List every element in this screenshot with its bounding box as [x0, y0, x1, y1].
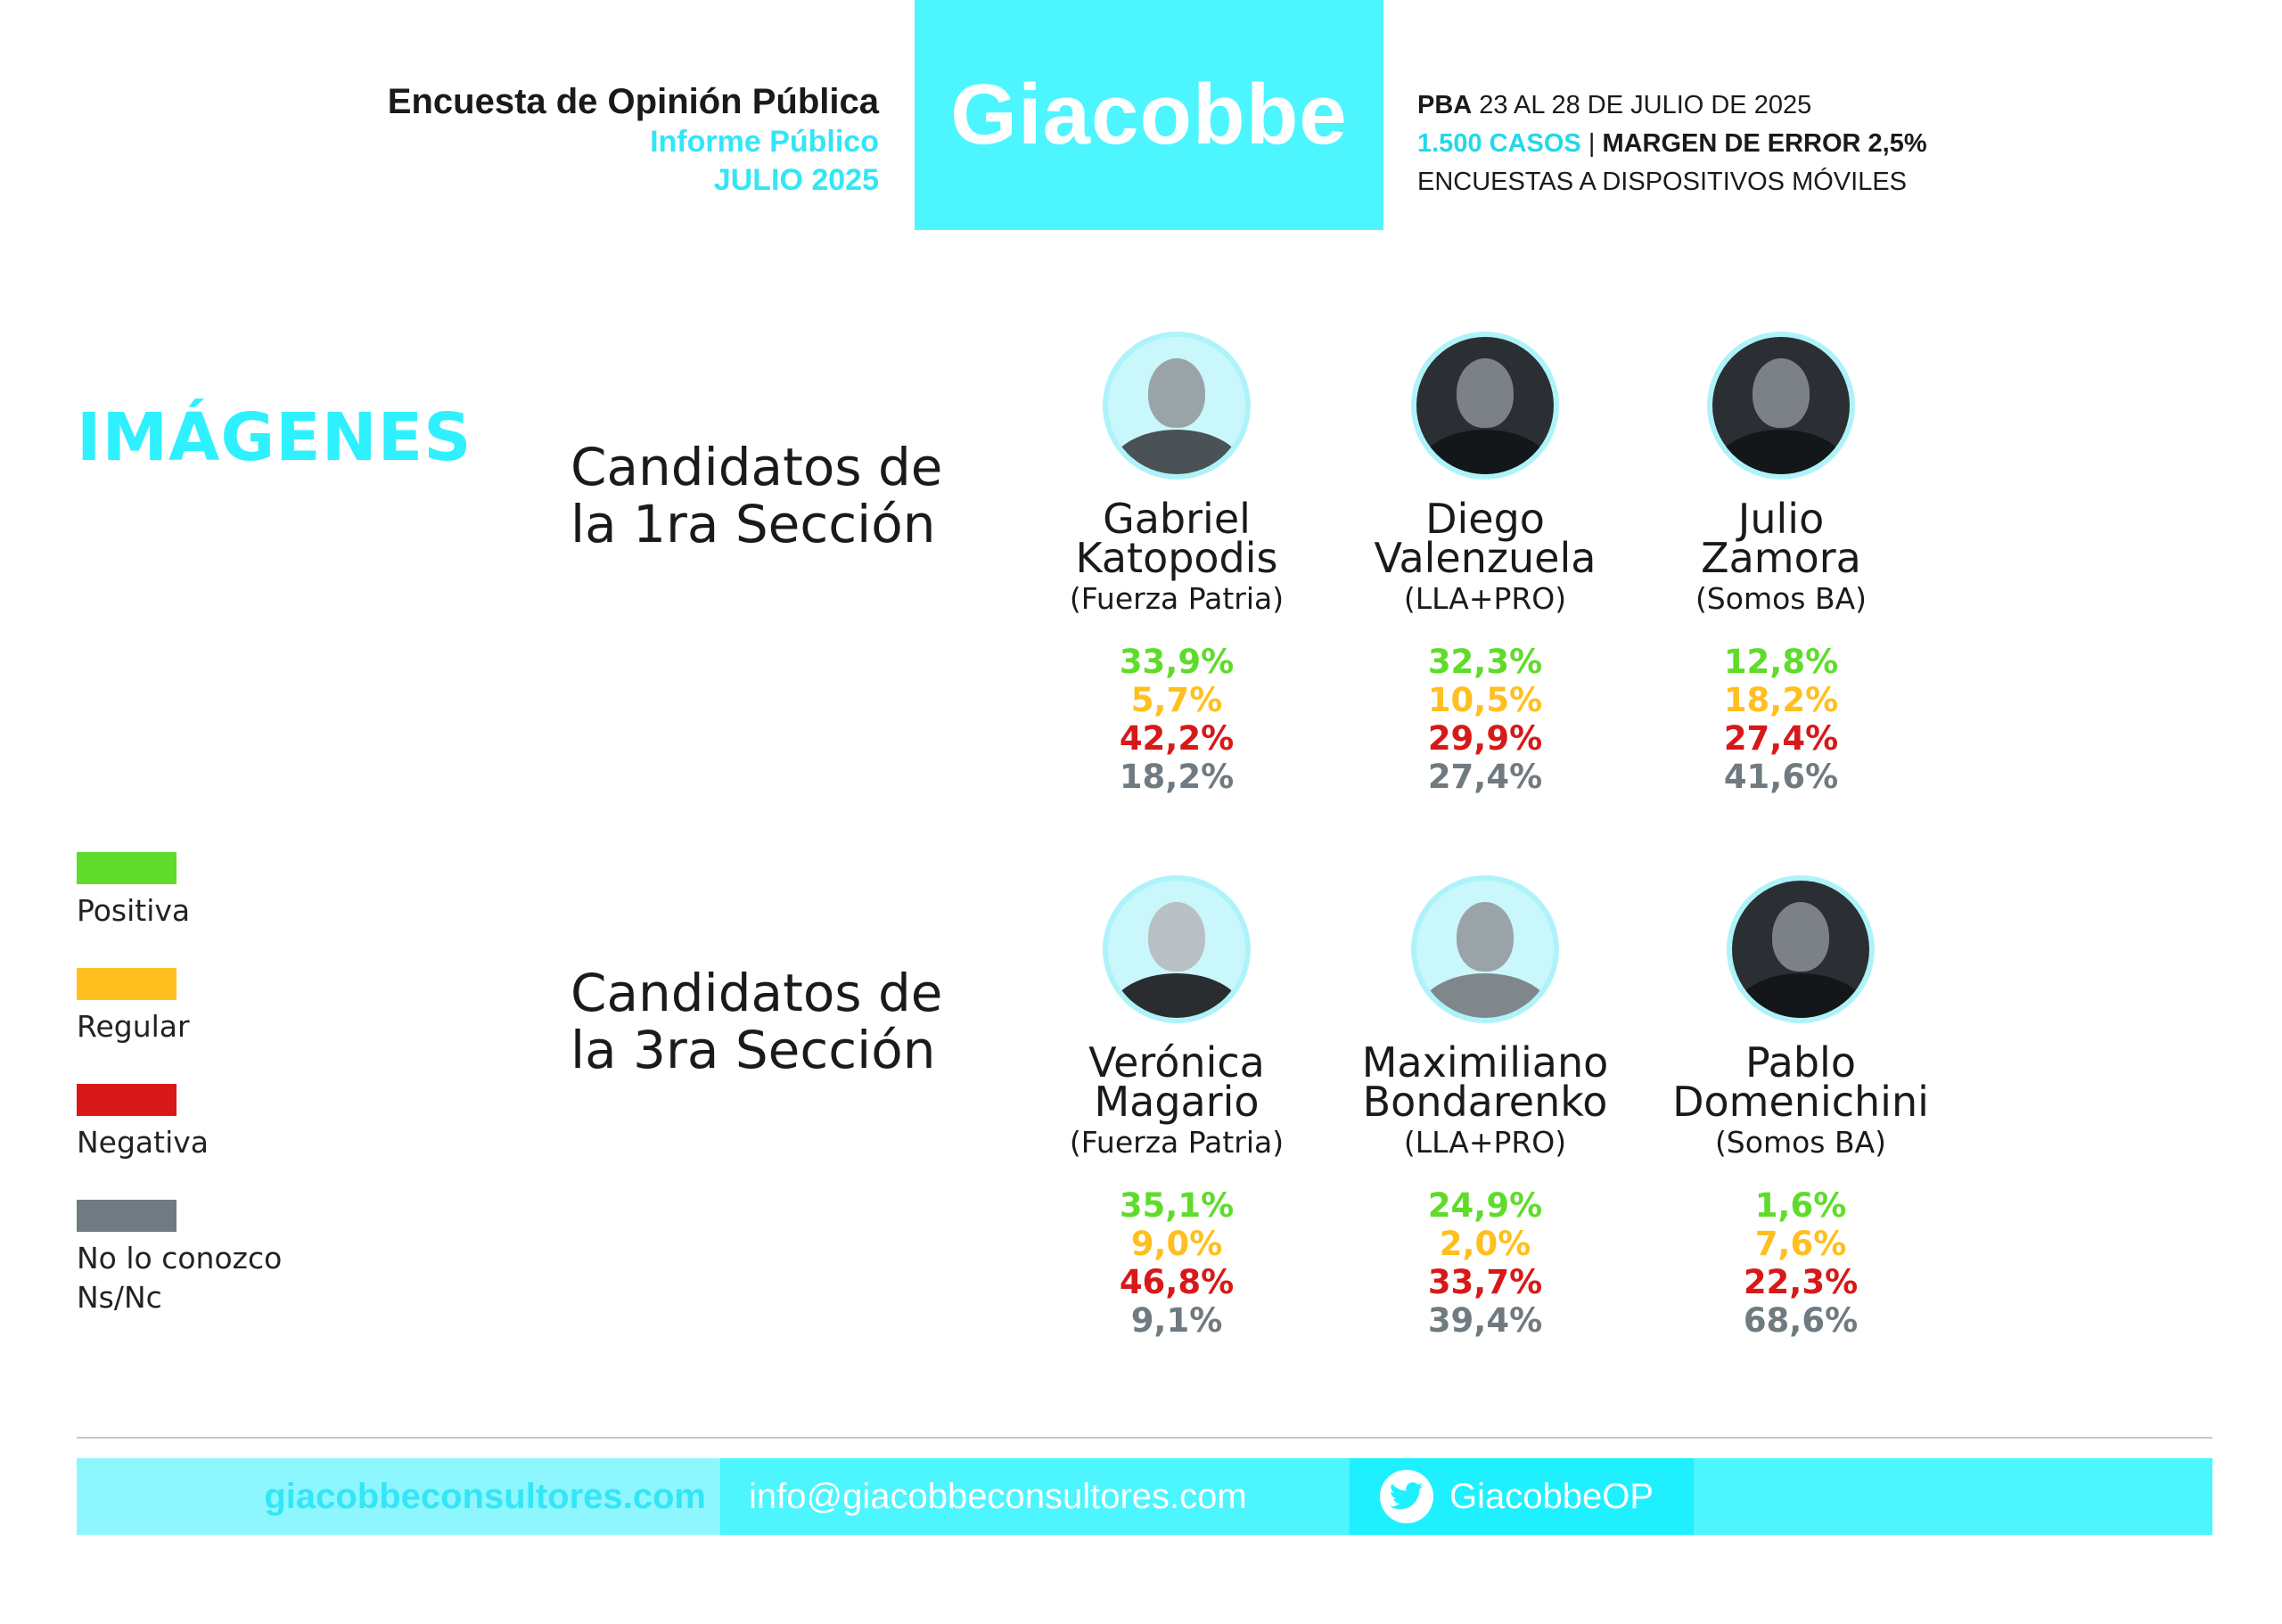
legend-label-positiva: Positiva: [77, 893, 191, 928]
survey-sample: [1417, 129, 1927, 159]
value-positiva: 24,9%: [1427, 1186, 1543, 1225]
legend-swatch-negativa: [77, 1084, 176, 1116]
footer-divider: [77, 1437, 2212, 1439]
section-heading: IMÁGENES: [77, 399, 472, 476]
candidate-party: (Somos BA): [1714, 1125, 1887, 1160]
brand-logo: [915, 0, 1383, 230]
candidate-photo: [1707, 332, 1855, 480]
value-regular: 5,7%: [1130, 681, 1223, 719]
candidate-last-name: Domenichini: [1672, 1078, 1929, 1126]
separator: |: [1588, 129, 1596, 158]
candidate-first-name: Diego: [1425, 495, 1545, 543]
candidate-first-name: Gabriel: [1103, 495, 1251, 543]
value-regular: 10,5%: [1427, 681, 1543, 719]
candidate-party: (Somos BA): [1695, 581, 1867, 616]
legend-swatch-positiva: [77, 852, 176, 884]
candidate-values: [1613, 1186, 1988, 1340]
website-text: giacobbeconsultores.com: [264, 1476, 706, 1516]
candidate-party: (Fuerza Patria): [1069, 581, 1285, 616]
candidate-party: (Fuerza Patria): [1069, 1125, 1285, 1160]
email-text: info@giacobbeconsultores.com: [749, 1476, 1247, 1516]
legend-swatch-nsnc: [77, 1200, 176, 1232]
footer-filler: [1694, 1458, 2212, 1535]
candidate-first-name: Maximiliano: [1361, 1038, 1609, 1087]
legend-swatch-regular: [77, 968, 176, 1000]
value-negativa: 27,4%: [1723, 719, 1839, 758]
candidate-card: [1613, 875, 1988, 1340]
candidate-photo: [1411, 875, 1559, 1023]
legend-label-nsnc: No lo conozco: [77, 1241, 283, 1275]
value-positiva: 1,6%: [1754, 1186, 1847, 1225]
candidate-photo: [1411, 332, 1559, 480]
date-range: 23 AL 28 DE JULIO DE 2025: [1479, 91, 1812, 119]
value-regular: 7,6%: [1754, 1225, 1847, 1263]
region-label: PBA: [1417, 91, 1473, 119]
candidate-first-name: Verónica: [1088, 1038, 1265, 1087]
survey-method: ENCUESTAS A DISPOSITIVOS MÓVILES: [1417, 168, 1908, 196]
survey-dates: [1417, 91, 1811, 120]
value-regular: 18,2%: [1723, 681, 1839, 719]
section-title-line: la 1ra Sección: [570, 494, 936, 554]
footer-email-link[interactable]: [720, 1458, 1350, 1535]
candidate-photo: [1103, 875, 1251, 1023]
legend-label-nsnc-2: Ns/Nc: [77, 1280, 162, 1315]
value-positiva: 35,1%: [1119, 1186, 1235, 1225]
section-title-line: la 3ra Sección: [570, 1020, 936, 1080]
value-regular: 2,0%: [1439, 1225, 1531, 1263]
value-positiva: 33,9%: [1119, 643, 1235, 681]
candidate-first-name: Pablo: [1745, 1038, 1856, 1087]
candidate-last-name: Katopodis: [1075, 534, 1278, 582]
candidate-photo: [1103, 332, 1251, 480]
section-title-1: [570, 439, 942, 553]
candidate-photo: [1727, 875, 1875, 1023]
footer-twitter-link[interactable]: [1350, 1458, 1694, 1535]
twitter-handle: GiacobbeOP: [1449, 1476, 1654, 1516]
candidate-last-name: Bondarenko: [1362, 1078, 1608, 1126]
candidate-last-name: Zamora: [1701, 534, 1861, 582]
value-positiva: 32,3%: [1427, 643, 1543, 681]
candidate-party: (LLA+PRO): [1403, 1125, 1567, 1160]
value-nsnc: 9,1%: [1130, 1301, 1223, 1340]
candidate-last-name: Valenzuela: [1374, 534, 1597, 582]
value-negativa: 46,8%: [1119, 1263, 1235, 1301]
candidate-values: [1594, 643, 1968, 796]
value-nsnc: 68,6%: [1743, 1301, 1859, 1340]
candidate-card: [1594, 332, 1968, 796]
candidate-party: (LLA+PRO): [1403, 581, 1567, 616]
value-nsnc: 39,4%: [1427, 1301, 1543, 1340]
section-title-3: [570, 964, 942, 1079]
report-type: Informe Público: [650, 125, 879, 159]
candidate-first-name: Julio: [1737, 495, 1825, 543]
section-title-line: Candidatos de: [570, 963, 943, 1023]
report-date: JULIO 2025: [713, 163, 879, 197]
value-nsnc: 27,4%: [1427, 758, 1543, 796]
candidate-last-name: Magario: [1094, 1078, 1260, 1126]
value-nsnc: 41,6%: [1723, 758, 1839, 796]
value-regular: 9,0%: [1130, 1225, 1223, 1263]
value-negativa: 33,7%: [1427, 1263, 1543, 1301]
brand-name: Giacobbe: [950, 67, 1348, 162]
value-positiva: 12,8%: [1723, 643, 1839, 681]
value-negativa: 29,9%: [1427, 719, 1543, 758]
survey-title: Encuesta de Opinión Pública: [387, 82, 879, 121]
legend-label-negativa: Negativa: [77, 1125, 209, 1160]
value-nsnc: 18,2%: [1119, 758, 1235, 796]
value-negativa: 22,3%: [1743, 1263, 1859, 1301]
case-count: 1.500 CASOS: [1417, 129, 1581, 158]
error-margin: MARGEN DE ERROR 2,5%: [1602, 129, 1927, 158]
value-negativa: 42,2%: [1119, 719, 1235, 758]
legend-label-regular: Regular: [77, 1009, 190, 1044]
section-title-line: Candidatos de: [570, 437, 943, 497]
twitter-icon: [1380, 1470, 1433, 1523]
footer-website-link[interactable]: [77, 1458, 720, 1535]
